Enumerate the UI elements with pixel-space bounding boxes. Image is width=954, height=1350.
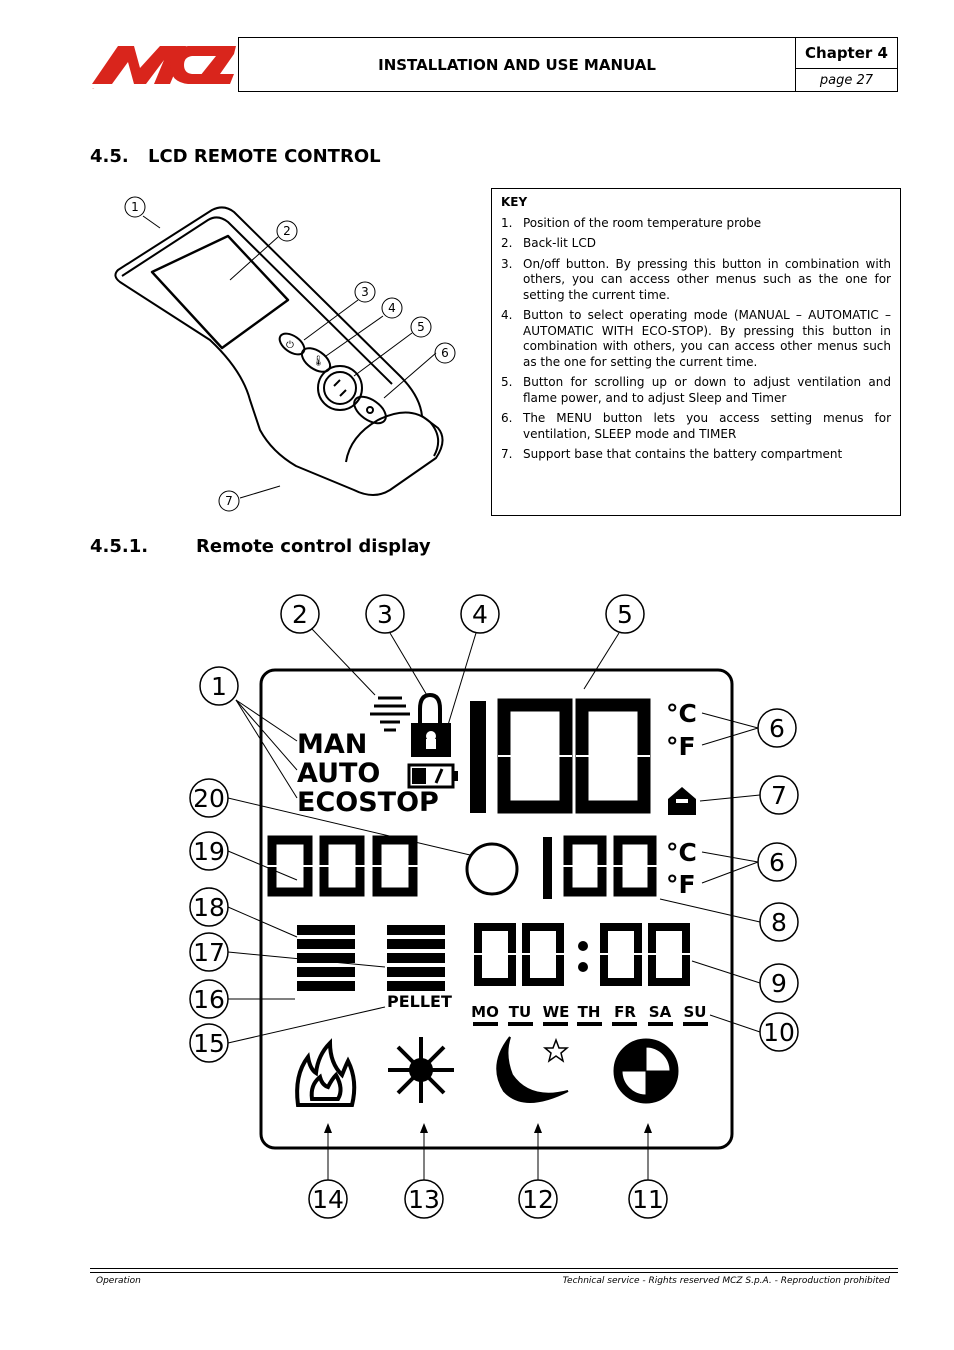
day-fr: FR [614, 1003, 636, 1021]
display-callout-11: 11 [632, 1185, 664, 1214]
display-callout-2: 2 [292, 600, 308, 629]
remote-callout-4: 4 [388, 301, 396, 315]
day-mo: MO [471, 1003, 499, 1021]
remote-callout-5: 5 [417, 320, 425, 334]
fan-icon [388, 1037, 454, 1103]
key-item-number: 2. [501, 236, 513, 250]
key-item-text: Back-lit LCD [523, 236, 596, 250]
svg-text:🌡: 🌡 [312, 356, 325, 367]
key-item-text: On/off button. By pressing this button in combination with others, you can access other menus such as the one for setting the current time. [523, 256, 891, 302]
unit-fahrenheit-bottom: °F [666, 870, 696, 899]
display-callout-18: 18 [193, 893, 225, 922]
svg-text:⏻: ⏻ [286, 340, 294, 351]
timer-icon [614, 1039, 678, 1103]
mode-ecostop-label: ECOSTOP [297, 787, 439, 818]
remote-callout-6: 6 [441, 346, 449, 360]
battery-icon [409, 765, 458, 787]
flame-power-bars [297, 925, 355, 991]
day-su: SU [683, 1003, 707, 1021]
mode-auto-label: AUTO [297, 758, 381, 789]
display-callout-3: 3 [377, 600, 393, 629]
clock-digits [472, 927, 692, 982]
day-we: WE [542, 1003, 570, 1021]
status-circle-icon [467, 844, 517, 894]
key-item-number: 6. [501, 411, 513, 425]
remote-callout-1: 1 [131, 200, 139, 214]
display-callout-15: 15 [193, 1029, 225, 1058]
key-item-number: 3. [501, 256, 513, 271]
display-callout-9: 9 [771, 969, 787, 998]
display-callout-10: 10 [763, 1018, 795, 1047]
display-callout-5: 5 [617, 600, 633, 629]
power-level-digits [266, 840, 420, 892]
day-tu: TU [508, 1003, 532, 1021]
day-th: TH [577, 1003, 601, 1021]
subsection-title: Remote control display [196, 536, 431, 557]
key-legend [491, 188, 901, 516]
key-item [501, 236, 891, 252]
header-title [238, 37, 796, 92]
day-sa: SA [648, 1003, 672, 1021]
pellet-level-bars [387, 925, 445, 991]
display-callout-12: 12 [522, 1185, 554, 1214]
key-item-number: 4. [501, 308, 513, 322]
remote-display-diagram [180, 585, 820, 1225]
moon-icon [497, 1037, 568, 1102]
display-callout-13: 13 [408, 1185, 440, 1214]
display-callout-8: 8 [771, 908, 787, 937]
remote-callout-3: 3 [361, 285, 369, 299]
unit-fahrenheit-top: °F [666, 732, 696, 761]
display-callout-1: 1 [211, 672, 227, 701]
unit-celsius-top: °C [666, 699, 697, 728]
header-chapter-box [795, 37, 898, 92]
brand-text: MCZ [92, 89, 95, 90]
key-item [501, 257, 891, 304]
key-item-number: 7. [501, 447, 513, 461]
display-callout-17: 17 [193, 938, 225, 967]
display-callout-6b: 6 [769, 848, 785, 877]
key-title: KEY [501, 195, 528, 209]
key-item-text: Support base that contains the battery compartment [523, 447, 843, 461]
section-number: 4.5. [90, 146, 129, 167]
display-callout-7: 7 [771, 781, 787, 810]
lock-icon [411, 695, 451, 757]
display-callout-14: 14 [312, 1185, 344, 1214]
key-item [501, 375, 891, 406]
page-number: page 27 [819, 73, 874, 88]
key-item [501, 411, 891, 442]
star-icon [545, 1040, 567, 1061]
subsection-number: 4.5.1. [90, 536, 149, 557]
chapter-label: Chapter 4 [796, 38, 897, 69]
key-item [501, 216, 891, 232]
pellet-label: PELLET [387, 992, 452, 1011]
key-item-text: The MENU button lets you access setting menus for ventilation, SLEEP mode and TIMER [523, 411, 891, 441]
key-item [501, 308, 891, 370]
key-item-text: Button to select operating mode (MANUAL – AUTOMATIC – AUTOMATIC WITH ECO-STOP). By pressing this button in combination with others, you can access other menus such as the one for setting the current time. [523, 308, 891, 369]
footer-right-text: Technical service - Rights reserved MCZ S.p.A. - Reproduction prohibited [562, 1276, 890, 1286]
remote-callout-7: 7 [225, 494, 233, 508]
display-callout-19: 19 [193, 837, 225, 866]
header-title-text: INSTALLATION AND USE MANUAL [378, 55, 656, 74]
signal-icon [370, 698, 410, 730]
mode-man-label: MAN [297, 729, 368, 760]
remote-callout-2: 2 [283, 224, 291, 238]
day-underlines [473, 1022, 708, 1026]
flame-icon [297, 1043, 354, 1105]
unit-celsius-bottom: °C [666, 838, 697, 867]
key-item-number: 1. [501, 215, 513, 230]
footer-divider [90, 1268, 898, 1273]
display-callout-6a: 6 [769, 714, 785, 743]
house-icon [668, 787, 696, 815]
display-callout-4: 4 [472, 600, 488, 629]
set-temperature-digits [543, 837, 658, 899]
display-callout-20: 20 [193, 784, 225, 813]
key-item-text: Button for scrolling up or down to adjust ventilation and flame power, and to adjust Sleep and Timer [523, 375, 891, 405]
display-callout-16: 16 [193, 985, 225, 1014]
footer-left-text: Operation [96, 1276, 141, 1286]
mcz-logo [88, 38, 238, 90]
key-item [501, 447, 891, 463]
remote-control-illustration [100, 190, 480, 520]
key-item-number: 5. [501, 375, 513, 389]
section-title: LCD REMOTE CONTROL [148, 146, 381, 167]
key-item-text: Position of the room temperature probe [523, 215, 762, 230]
room-temperature-digits [470, 701, 650, 813]
